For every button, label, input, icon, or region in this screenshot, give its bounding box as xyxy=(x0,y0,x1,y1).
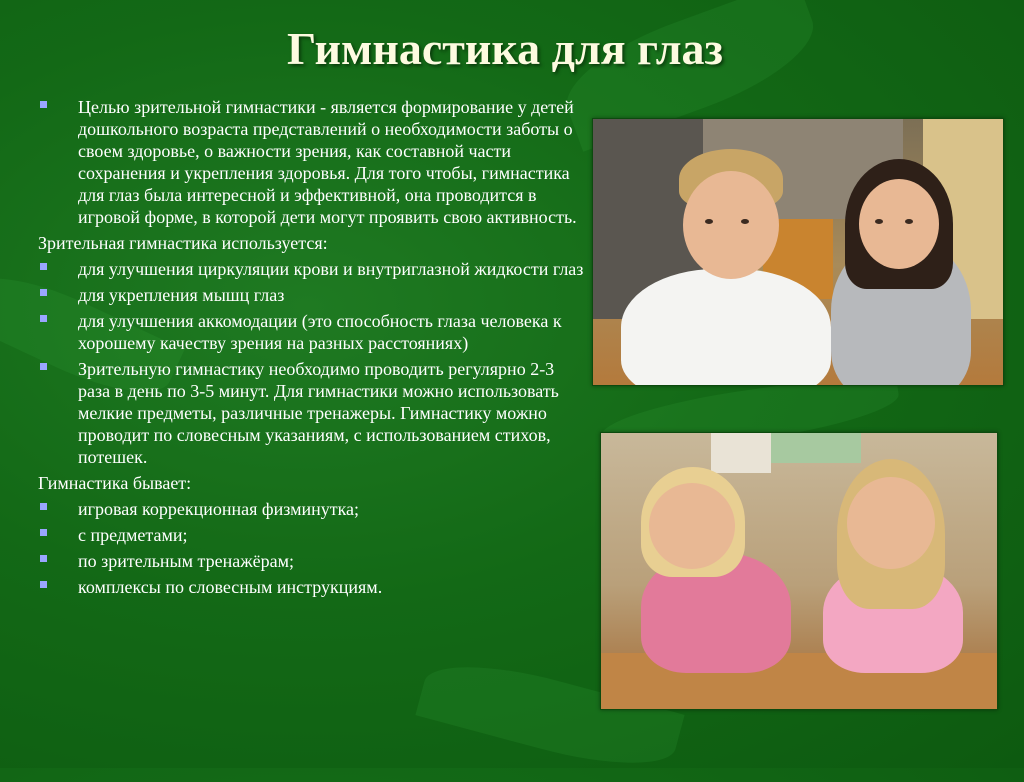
eye xyxy=(875,219,883,224)
paragraph: Зрительная гимнастика используется: xyxy=(38,233,328,253)
eye xyxy=(705,219,713,224)
paragraph: игровая коррекционная физминутка; xyxy=(38,498,588,520)
boy-face xyxy=(683,171,779,279)
girl-face xyxy=(649,483,735,569)
bullet-icon xyxy=(40,581,47,588)
paragraph: для улучшения аккомодации (это способность глаза человека к хорошему качеству зрения на разных расстояниях) xyxy=(38,310,588,354)
bullet-icon xyxy=(40,263,47,270)
bullet-icon xyxy=(40,289,47,296)
paragraph: с предметами; xyxy=(38,524,588,546)
paragraph: комплексы по словесным инструкциям. xyxy=(38,576,588,598)
paragraph: Гимнастика бывает: xyxy=(38,473,192,493)
wall-board xyxy=(711,433,771,473)
bullet-icon xyxy=(40,503,47,510)
paragraph: Целью зрительной гимнастики - является формирование у детей дошкольного возраста представлений о необходимости заботы о своем здоровье, о важности зрения, как составной части сохранения и укрепления здоровья. Для того чтобы, гимнастика для глаз была интересной и эффективной, она проводится в игровой форме, в которой дети могут проявить свою активность. xyxy=(38,96,588,228)
eye xyxy=(741,219,749,224)
girl-face xyxy=(859,179,939,269)
photo-children-sitting xyxy=(592,118,1004,386)
paragraph: для улучшения циркуляции крови и внутриглазной жидкости глаз xyxy=(38,258,588,280)
bullet-icon xyxy=(40,363,47,370)
boy-shirt xyxy=(621,269,831,386)
photo-girls-closed-eyes xyxy=(600,432,998,710)
paragraph: по зрительным тренажёрам; xyxy=(38,550,588,572)
slide-title: Гимнастика для глаз xyxy=(287,23,723,74)
bullet-icon xyxy=(40,101,47,108)
bullet-icon xyxy=(40,555,47,562)
wall-board xyxy=(771,433,861,463)
bullet-icon xyxy=(40,529,47,536)
girl-face xyxy=(847,477,935,569)
paragraph: Зрительную гимнастику необходимо проводить регулярно 2-3 раза в день по 3-5 минут. Для гимнастики можно использовать мелкие предметы, различные тренажеры. Гимнастику можно проводит по словесным указаниям, с использованием стихов, потешек. xyxy=(38,358,588,468)
bullet-icon xyxy=(40,315,47,322)
slide-text xyxy=(38,96,588,602)
eye xyxy=(905,219,913,224)
paragraph: для укрепления мышц глаз xyxy=(38,284,588,306)
